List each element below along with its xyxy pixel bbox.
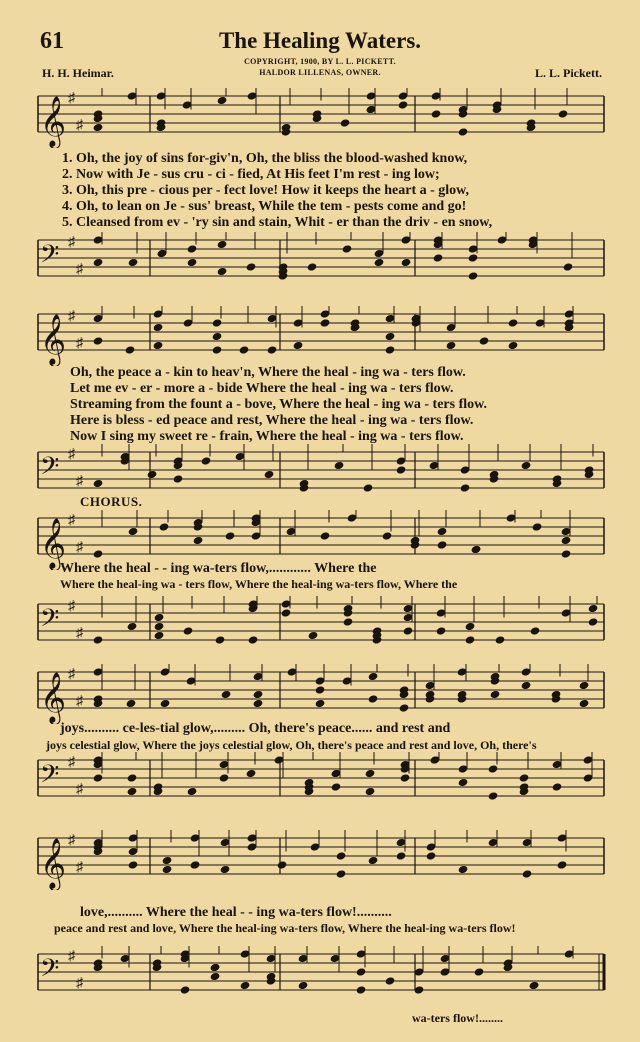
svg-text:𝄢: 𝄢: [40, 240, 60, 275]
staff-system-3-bass: [0, 596, 640, 656]
chorus-line-2-bass: joys celestial glow, Where the joys celestial glow, Oh, there's peace and rest and love, Oh, there's: [46, 738, 537, 752]
svg-text:♯: ♯: [76, 694, 83, 709]
staff-system-5-treble: [0, 830, 640, 890]
verse-4-line-a: 4. Oh, to lean on Je - sus' breast, While the tem - pests come and go!: [62, 199, 467, 214]
svg-text:♯: ♯: [76, 262, 83, 277]
staff-system-1-bass: [0, 232, 640, 292]
svg-text:♯: ♯: [76, 860, 83, 875]
svg-text:♯: ♯: [76, 336, 83, 351]
svg-text:♯: ♯: [68, 513, 75, 528]
svg-text:𝄞: 𝄞: [40, 838, 67, 889]
verse-3-line-b: Streaming from the fount a - bove, Where the heal - ing wa - ters flow.: [70, 397, 487, 412]
svg-text:𝄞: 𝄞: [40, 672, 67, 723]
verse-2-line-b: Let me ev - er - more a - bide Where the heal - ing wa - ters flow.: [70, 381, 454, 396]
copyright-line-1: COPYRIGHT, 1900, BY L. L. PICKETT.: [244, 57, 396, 66]
chorus-label: CHORUS.: [80, 494, 143, 509]
svg-text:♯: ♯: [68, 91, 75, 106]
svg-text:♯: ♯: [68, 447, 75, 462]
verse-5-line-a: 5. Cleansed from ev - 'ry sin and stain, Whit - er than the driv - en snow,: [62, 215, 493, 230]
verse-5-line-b: Now I sing my sweet re - frain, Where the heal - ing wa - ters flow.: [70, 429, 464, 444]
svg-text:♯: ♯: [68, 599, 75, 614]
svg-text:♯: ♯: [76, 540, 83, 555]
hymn-number: 61: [40, 28, 64, 54]
svg-text:♯: ♯: [76, 626, 83, 641]
verse-3-line-a: 3. Oh, this pre - cious per - fect love! How it keeps the heart a - glow,: [62, 183, 469, 198]
svg-text:♯: ♯: [76, 976, 83, 991]
svg-text:𝄞: 𝄞: [40, 96, 67, 147]
staff-system-4-treble: [0, 664, 640, 724]
staff-system-5-bass: [0, 946, 640, 1006]
chorus-line-1-treble: Where the heal - - ing wa-ters flow,............ Where the: [60, 561, 377, 576]
chorus-line-3-treble: love,.......... Where the heal - - ing wa-ters flow!..........: [80, 905, 392, 920]
chorus-line-3-bass-end: wa-ters flow!........: [412, 1011, 503, 1025]
chorus-line-2-treble: joys.......... ce-les-tial glow,......... Oh, there's peace...... and rest and: [60, 721, 451, 736]
svg-text:𝄞: 𝄞: [40, 518, 67, 569]
svg-text:𝄢: 𝄢: [40, 604, 60, 639]
svg-text:𝄢: 𝄢: [40, 452, 60, 487]
staff-system-1-treble: [0, 88, 640, 148]
svg-text:♯: ♯: [76, 118, 83, 133]
verse-1-line-a: 1. Oh, the joy of sins for-giv'n, Oh, the bliss the blood-washed know,: [62, 151, 468, 166]
svg-text:♯: ♯: [68, 949, 75, 964]
svg-text:♯: ♯: [76, 782, 83, 797]
chorus-line-1-bass: Where the heal-ing wa - ters flow, Where the heal-ing wa-ters flow, Where the: [60, 577, 458, 591]
verse-1-line-b: Oh, the peace a - kin to heav'n, Where the heal - ing wa - ters flow.: [70, 365, 466, 380]
svg-text:𝄢: 𝄢: [40, 760, 60, 795]
lyricist-credit: H. H. Heimar.: [42, 66, 114, 80]
verse-4-line-b: Here is bless - ed peace and rest, Where the heal - ing wa - ters flow.: [70, 413, 474, 428]
svg-text:𝄢: 𝄢: [40, 954, 60, 989]
svg-text:♯: ♯: [68, 755, 75, 770]
copyright-line-2: HALDOR LILLENAS, OWNER.: [259, 68, 381, 77]
svg-text:♯: ♯: [68, 235, 75, 250]
svg-text:♯: ♯: [76, 474, 83, 489]
svg-text:♯: ♯: [68, 833, 75, 848]
svg-text:♯: ♯: [68, 309, 75, 324]
svg-text:𝄞: 𝄞: [40, 314, 67, 365]
staff-system-4-bass: [0, 752, 640, 812]
composer-credit: L. L. Pickett.: [535, 66, 602, 80]
hymn-title: The Healing Waters.: [218, 28, 422, 53]
staff-system-2-treble: [0, 306, 640, 366]
svg-text:♯: ♯: [68, 667, 75, 682]
verse-2-line-a: 2. Now with Je - sus cru - ci - fied, At His feet I'm rest - ing low;: [62, 167, 440, 182]
chorus-line-3-bass: peace and rest and love, Where the heal-ing wa-ters flow, Where the heal-ing wa-ters flow!: [54, 921, 516, 935]
